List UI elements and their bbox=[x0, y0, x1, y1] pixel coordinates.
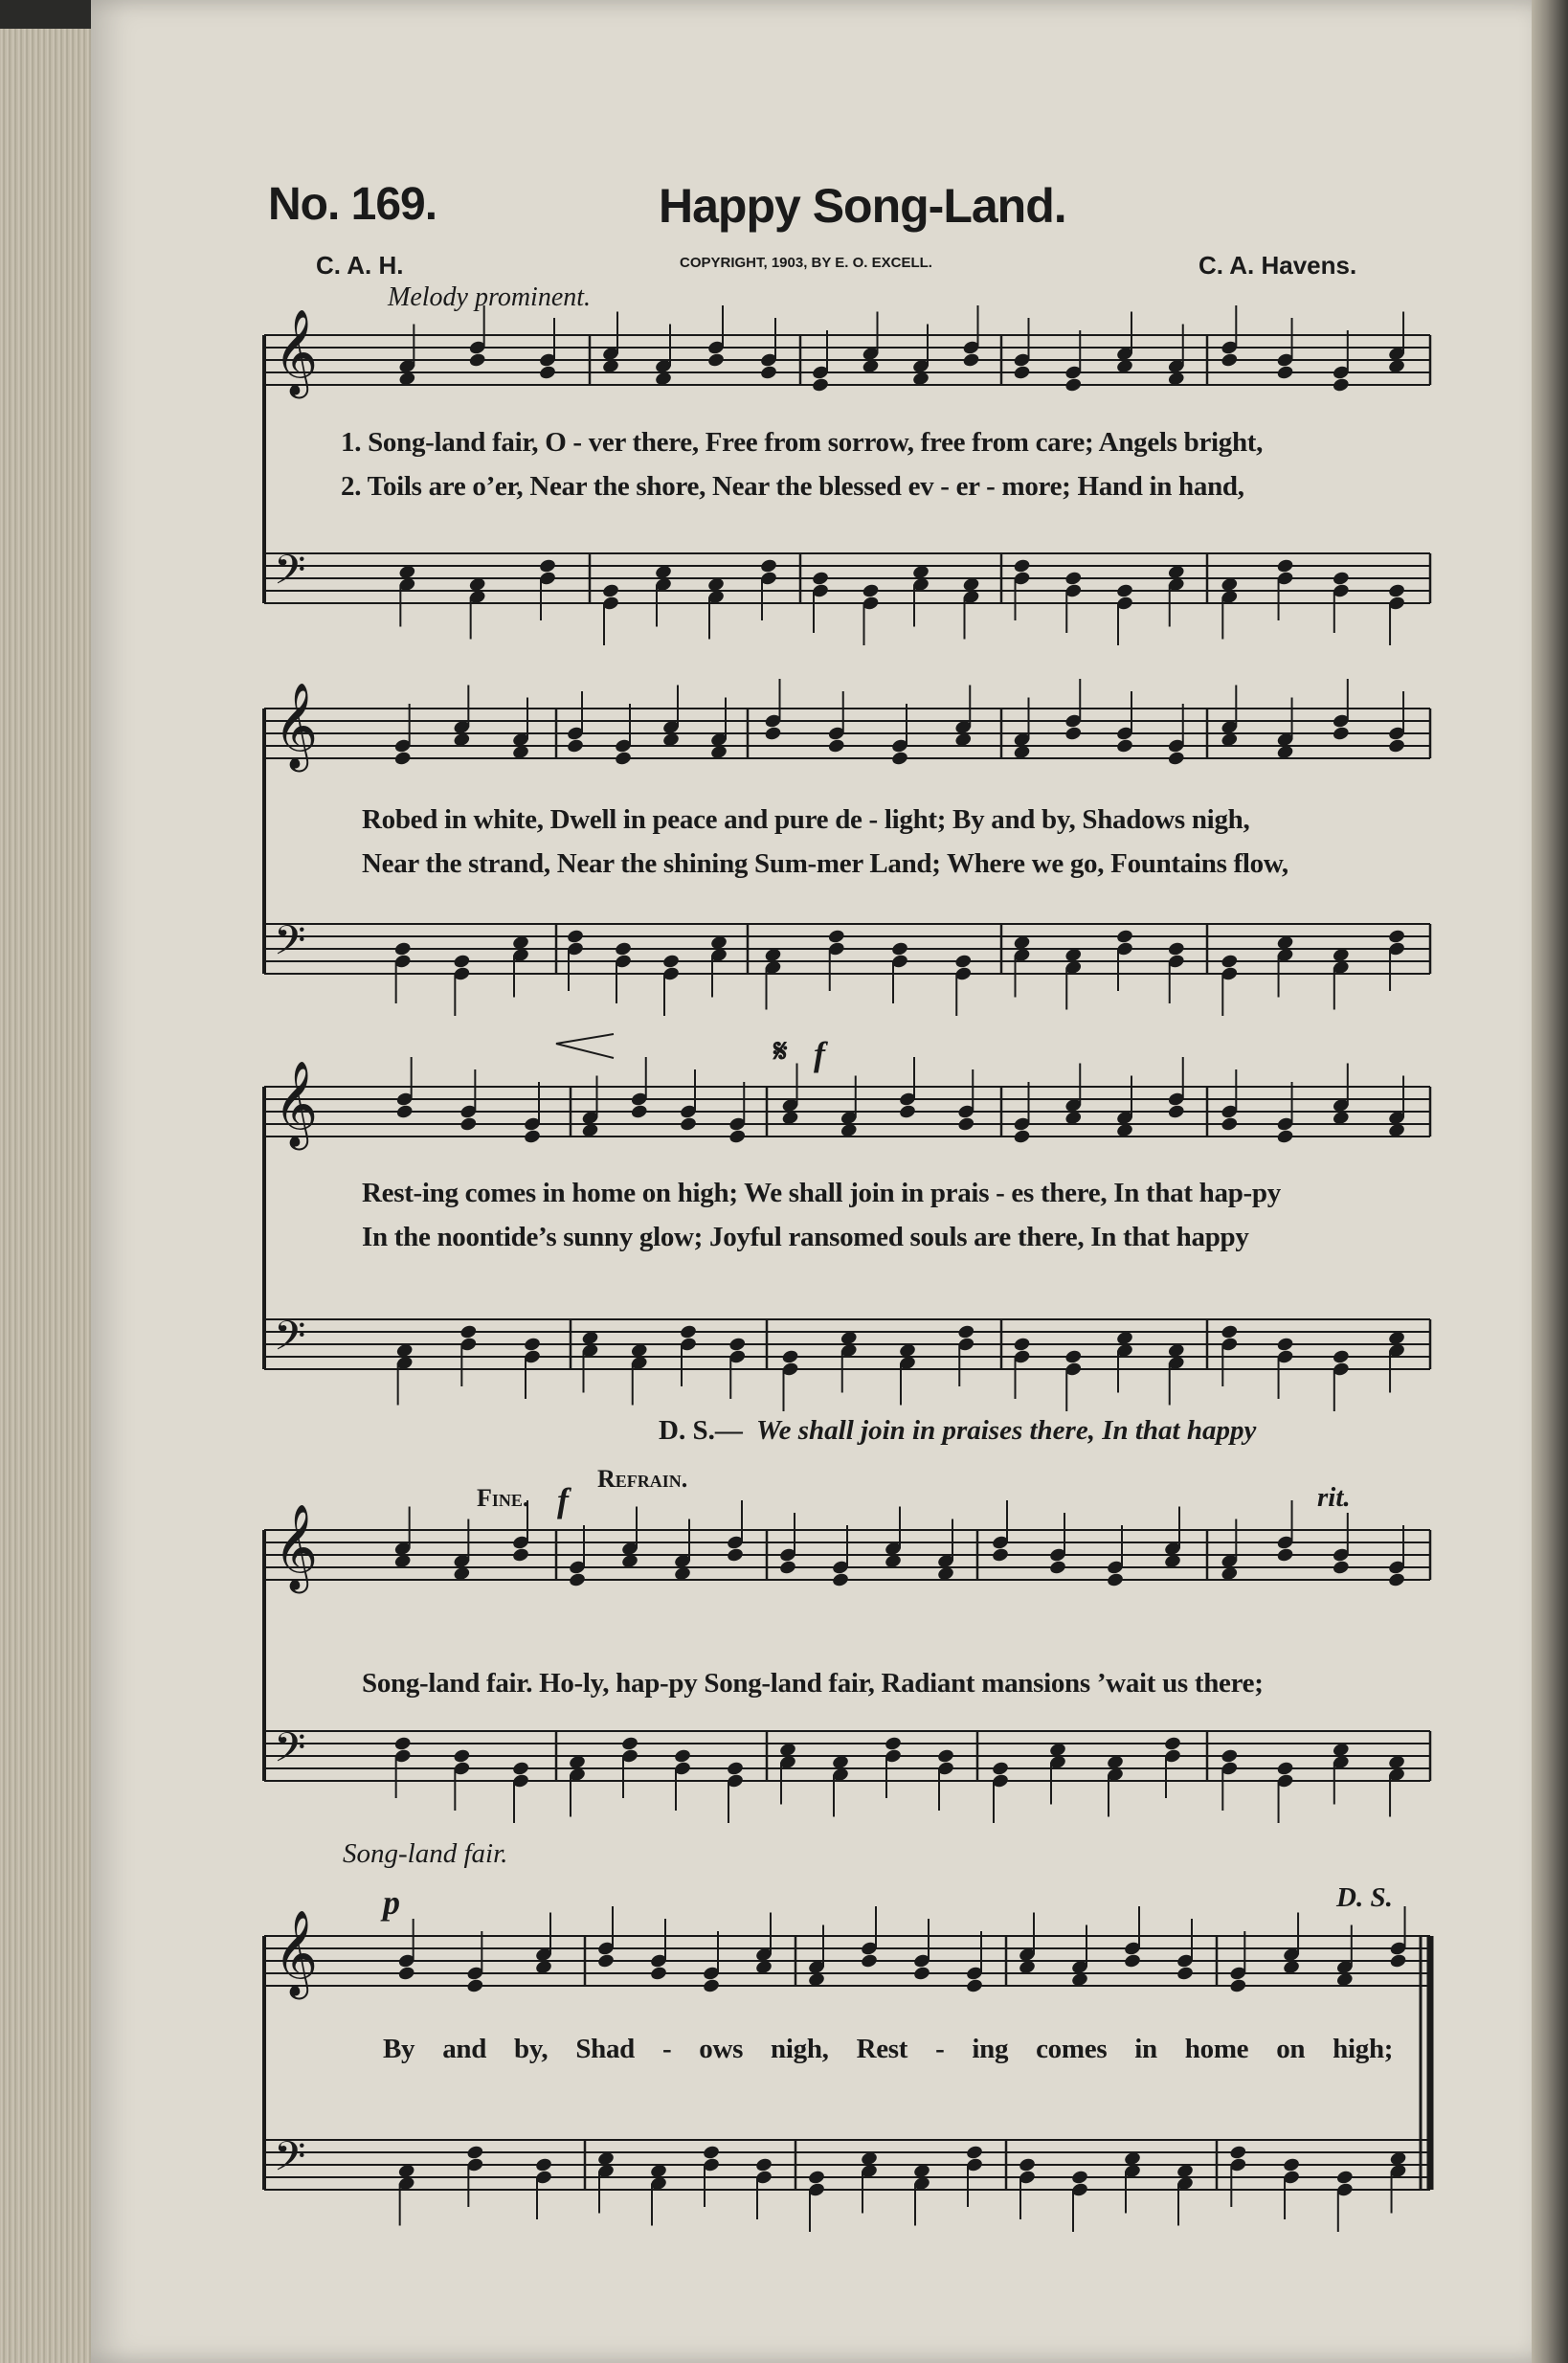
system1-bass-notehead bbox=[1064, 571, 1083, 587]
system3-treble-notehead bbox=[630, 1104, 648, 1120]
system5-bass-notehead bbox=[965, 2145, 983, 2161]
system3-bass-notehead bbox=[523, 1337, 541, 1353]
system3-treble-clef: 𝄞 bbox=[274, 1061, 319, 1147]
dynamic-forte-refrain: f bbox=[557, 1481, 569, 1519]
system2-treble-notehead bbox=[1115, 738, 1133, 754]
refrain-label: Refrain. bbox=[597, 1465, 688, 1493]
lyrics-refrain: Song-land fair. Ho-ly, hap-py Song-land fair, Radiant mansions ’wait us there; bbox=[362, 1668, 1264, 1699]
system3-treble-notehead bbox=[957, 1116, 975, 1133]
system3-bass-notehead bbox=[1221, 1324, 1239, 1340]
system2-treble-clef: 𝄞 bbox=[274, 683, 319, 769]
system4-bass-notehead bbox=[726, 1761, 744, 1777]
system2-bass-notehead bbox=[827, 929, 845, 945]
system1-bass-notehead bbox=[862, 583, 880, 599]
system3-bass-notehead bbox=[1064, 1349, 1083, 1365]
tempo-marking: Melody prominent. bbox=[388, 282, 592, 312]
dynamic-forte: f bbox=[814, 1035, 825, 1073]
system2-bass-notehead bbox=[1221, 954, 1239, 970]
system5-treble-notehead bbox=[1389, 1953, 1407, 1969]
system5-bass-notehead bbox=[1229, 2145, 1247, 2161]
system5-treble-notehead bbox=[912, 1966, 930, 1982]
system4-bass-notehead bbox=[620, 1736, 638, 1752]
system5-treble-notehead bbox=[702, 1978, 720, 1994]
system2-bass-notehead bbox=[566, 929, 584, 945]
system1-bass-clef: 𝄢 bbox=[274, 547, 306, 604]
system3-treble-notehead bbox=[728, 1129, 747, 1145]
composer-credit: C. A. Havens. bbox=[1198, 251, 1357, 280]
system5-bass-notehead bbox=[1282, 2157, 1300, 2173]
system4-treble-notehead bbox=[1048, 1560, 1066, 1576]
system2-bass-clef: 𝄢 bbox=[274, 917, 306, 975]
system1-treble-notehead bbox=[759, 365, 777, 381]
system2-treble-notehead bbox=[393, 751, 412, 767]
system5-bass-clef: 𝄢 bbox=[274, 2133, 306, 2191]
system3-bass-notehead bbox=[679, 1324, 697, 1340]
system5-treble-notehead bbox=[1176, 1966, 1194, 1982]
system3-treble-notehead bbox=[898, 1104, 916, 1120]
system4-treble-notehead bbox=[511, 1547, 529, 1564]
system1-treble-notehead bbox=[1064, 377, 1083, 394]
system5-treble-notehead bbox=[1123, 1953, 1141, 1969]
system3-bass-notehead bbox=[957, 1324, 975, 1340]
system2-bass-notehead bbox=[393, 941, 412, 957]
system5-bass-notehead bbox=[534, 2157, 552, 2173]
lyrics-system3-verse2: In the noontide’s sunny glow; Joyful ransomed souls are there, In that happy bbox=[362, 1222, 1249, 1252]
system5-bass-notehead bbox=[754, 2157, 773, 2173]
system1-bass-notehead bbox=[1115, 583, 1133, 599]
system5-bass-notehead bbox=[1335, 2170, 1354, 2186]
system3-bass-notehead bbox=[1332, 1349, 1350, 1365]
system1-treble-notehead bbox=[538, 365, 556, 381]
system4-treble-notehead bbox=[1332, 1560, 1350, 1576]
system5-treble-notehead bbox=[466, 1978, 484, 1994]
system1-treble-notehead bbox=[468, 352, 486, 369]
system4-bass-notehead bbox=[393, 1736, 412, 1752]
system5-treble-clef: 𝄞 bbox=[274, 1910, 319, 1996]
system5-bass-notehead bbox=[466, 2145, 484, 2161]
bass-lyric: Song-land fair. bbox=[343, 1838, 508, 1869]
system4-bass-notehead bbox=[991, 1761, 1009, 1777]
system1-bass-notehead bbox=[1013, 558, 1031, 574]
system4-bass-notehead bbox=[673, 1748, 691, 1765]
system3-treble-notehead bbox=[1167, 1104, 1185, 1120]
system1-treble-notehead bbox=[1221, 352, 1239, 369]
system2-treble-notehead bbox=[890, 751, 908, 767]
copyright-notice: COPYRIGHT, 1903, BY E. O. EXCELL. bbox=[680, 255, 932, 271]
system1-bass-notehead bbox=[1387, 583, 1405, 599]
system4-treble-notehead bbox=[568, 1572, 586, 1588]
system3-treble-notehead bbox=[1013, 1129, 1031, 1145]
system4-treble-clef: 𝄞 bbox=[274, 1504, 319, 1590]
system4-bass-notehead bbox=[1221, 1748, 1239, 1765]
system1-bass-notehead bbox=[759, 558, 777, 574]
fine-marking: Fine. bbox=[477, 1484, 529, 1512]
lyrics-system2-verse1: Robed in white, Dwell in peace and pure de - light; By and by, Shadows nigh, bbox=[362, 804, 1250, 835]
system2-treble-notehead bbox=[1332, 726, 1350, 742]
system4-treble-notehead bbox=[1106, 1572, 1124, 1588]
system3-treble-notehead bbox=[523, 1129, 541, 1145]
system5-treble-notehead bbox=[1229, 1978, 1247, 1994]
system4-treble-notehead bbox=[991, 1547, 1009, 1564]
system4-bass-notehead bbox=[884, 1736, 902, 1752]
system4-treble-notehead bbox=[1276, 1547, 1294, 1564]
system3-bass-notehead bbox=[1013, 1337, 1031, 1353]
lyrics-system2-verse2: Near the strand, Near the shining Sum-mer Land; Where we go, Fountains flow, bbox=[362, 848, 1288, 879]
system2-treble-notehead bbox=[566, 738, 584, 754]
system2-bass-notehead bbox=[1387, 929, 1405, 945]
dynamic-piano: p bbox=[383, 1883, 400, 1922]
system5-bass-notehead bbox=[1018, 2157, 1036, 2173]
system5-bass-notehead bbox=[702, 2145, 720, 2161]
system4-treble-notehead bbox=[726, 1547, 744, 1564]
lyrics-system1-verse2: 2. Toils are o’er, Near the shore, Near the blessed ev - er - more; Hand in hand, bbox=[341, 471, 1244, 502]
system2-bass-notehead bbox=[661, 954, 680, 970]
ritardando-marking: rit. bbox=[1317, 1482, 1351, 1513]
lyrics-system1-verse1: 1. Song-land fair, O - ver there, Free from sorrow, free from care; Angels bright, bbox=[341, 427, 1264, 458]
system2-bass-notehead bbox=[1115, 929, 1133, 945]
system2-bass-notehead bbox=[614, 941, 632, 957]
system3-treble-notehead bbox=[459, 1116, 478, 1133]
crescendo-hairpin bbox=[556, 1034, 614, 1058]
system3-treble-notehead bbox=[1276, 1129, 1294, 1145]
system4-treble-notehead bbox=[1387, 1572, 1405, 1588]
system1-treble-notehead bbox=[811, 377, 829, 394]
system4-bass-notehead bbox=[1163, 1736, 1181, 1752]
dal-segno-label: D. S.— bbox=[659, 1415, 743, 1446]
system1-treble-notehead bbox=[962, 352, 980, 369]
system4-bass-notehead bbox=[511, 1761, 529, 1777]
system5-bass-notehead bbox=[1070, 2170, 1088, 2186]
segno-sign: 𝄋 bbox=[773, 1034, 788, 1069]
system2-bass-notehead bbox=[1167, 941, 1185, 957]
system3-treble-notehead bbox=[679, 1116, 697, 1133]
system4-treble-notehead bbox=[778, 1560, 796, 1576]
system5-treble-notehead bbox=[596, 1953, 615, 1969]
system4-bass-notehead bbox=[936, 1748, 954, 1765]
system3-bass-notehead bbox=[1276, 1337, 1294, 1353]
system5-treble-notehead bbox=[965, 1978, 983, 1994]
lyrics-system3-verse1: Rest-ing comes in home on high; We shall join in prais - es there, In that hap-py bbox=[362, 1178, 1281, 1208]
system2-bass-notehead bbox=[453, 954, 471, 970]
system1-bass-notehead bbox=[1332, 571, 1350, 587]
system1-bass-notehead bbox=[538, 558, 556, 574]
system3-bass-notehead bbox=[459, 1324, 478, 1340]
system5-treble-notehead bbox=[397, 1966, 415, 1982]
system1-bass-notehead bbox=[1276, 558, 1294, 574]
system1-treble-clef: 𝄞 bbox=[274, 309, 319, 395]
hymn-number: No. 169. bbox=[268, 179, 437, 230]
lyricist-credit: C. A. H. bbox=[316, 251, 404, 280]
system2-treble-notehead bbox=[1064, 726, 1083, 742]
system5-treble-notehead bbox=[860, 1953, 878, 1969]
system4-bass-notehead bbox=[453, 1748, 471, 1765]
system3-bass-clef: 𝄢 bbox=[274, 1313, 306, 1370]
dal-segno-text: We shall join in praises there, In that happy bbox=[756, 1415, 1257, 1446]
system3-treble-notehead bbox=[1221, 1116, 1239, 1133]
system2-treble-notehead bbox=[614, 751, 632, 767]
system2-treble-notehead bbox=[827, 738, 845, 754]
system4-bass-notehead bbox=[1276, 1761, 1294, 1777]
system1-bass-notehead bbox=[601, 583, 619, 599]
system1-treble-notehead bbox=[706, 352, 725, 369]
system5-bass-notehead bbox=[807, 2170, 825, 2186]
system3-treble-notehead bbox=[395, 1104, 414, 1120]
system5-treble-notehead bbox=[649, 1966, 667, 1982]
hymn-title: Happy Song-Land. bbox=[659, 179, 1066, 233]
system1-treble-notehead bbox=[1013, 365, 1031, 381]
system3-bass-notehead bbox=[781, 1349, 799, 1365]
system3-bass-notehead bbox=[728, 1337, 747, 1353]
lyrics-system5: By and by, Shad - ows nigh, Rest - ing comes in home on high; bbox=[383, 2034, 1394, 2064]
system2-bass-notehead bbox=[890, 941, 908, 957]
system1-bass-notehead bbox=[811, 571, 829, 587]
system2-treble-notehead bbox=[1167, 751, 1185, 767]
system2-treble-notehead bbox=[764, 726, 782, 742]
system4-treble-notehead bbox=[831, 1572, 849, 1588]
system4-bass-clef: 𝄢 bbox=[274, 1724, 306, 1782]
system1-treble-notehead bbox=[1332, 377, 1350, 394]
system2-treble-notehead bbox=[1387, 738, 1405, 754]
ds-marking: D. S. bbox=[1336, 1882, 1393, 1913]
system2-bass-notehead bbox=[954, 954, 973, 970]
system1-treble-notehead bbox=[1276, 365, 1294, 381]
